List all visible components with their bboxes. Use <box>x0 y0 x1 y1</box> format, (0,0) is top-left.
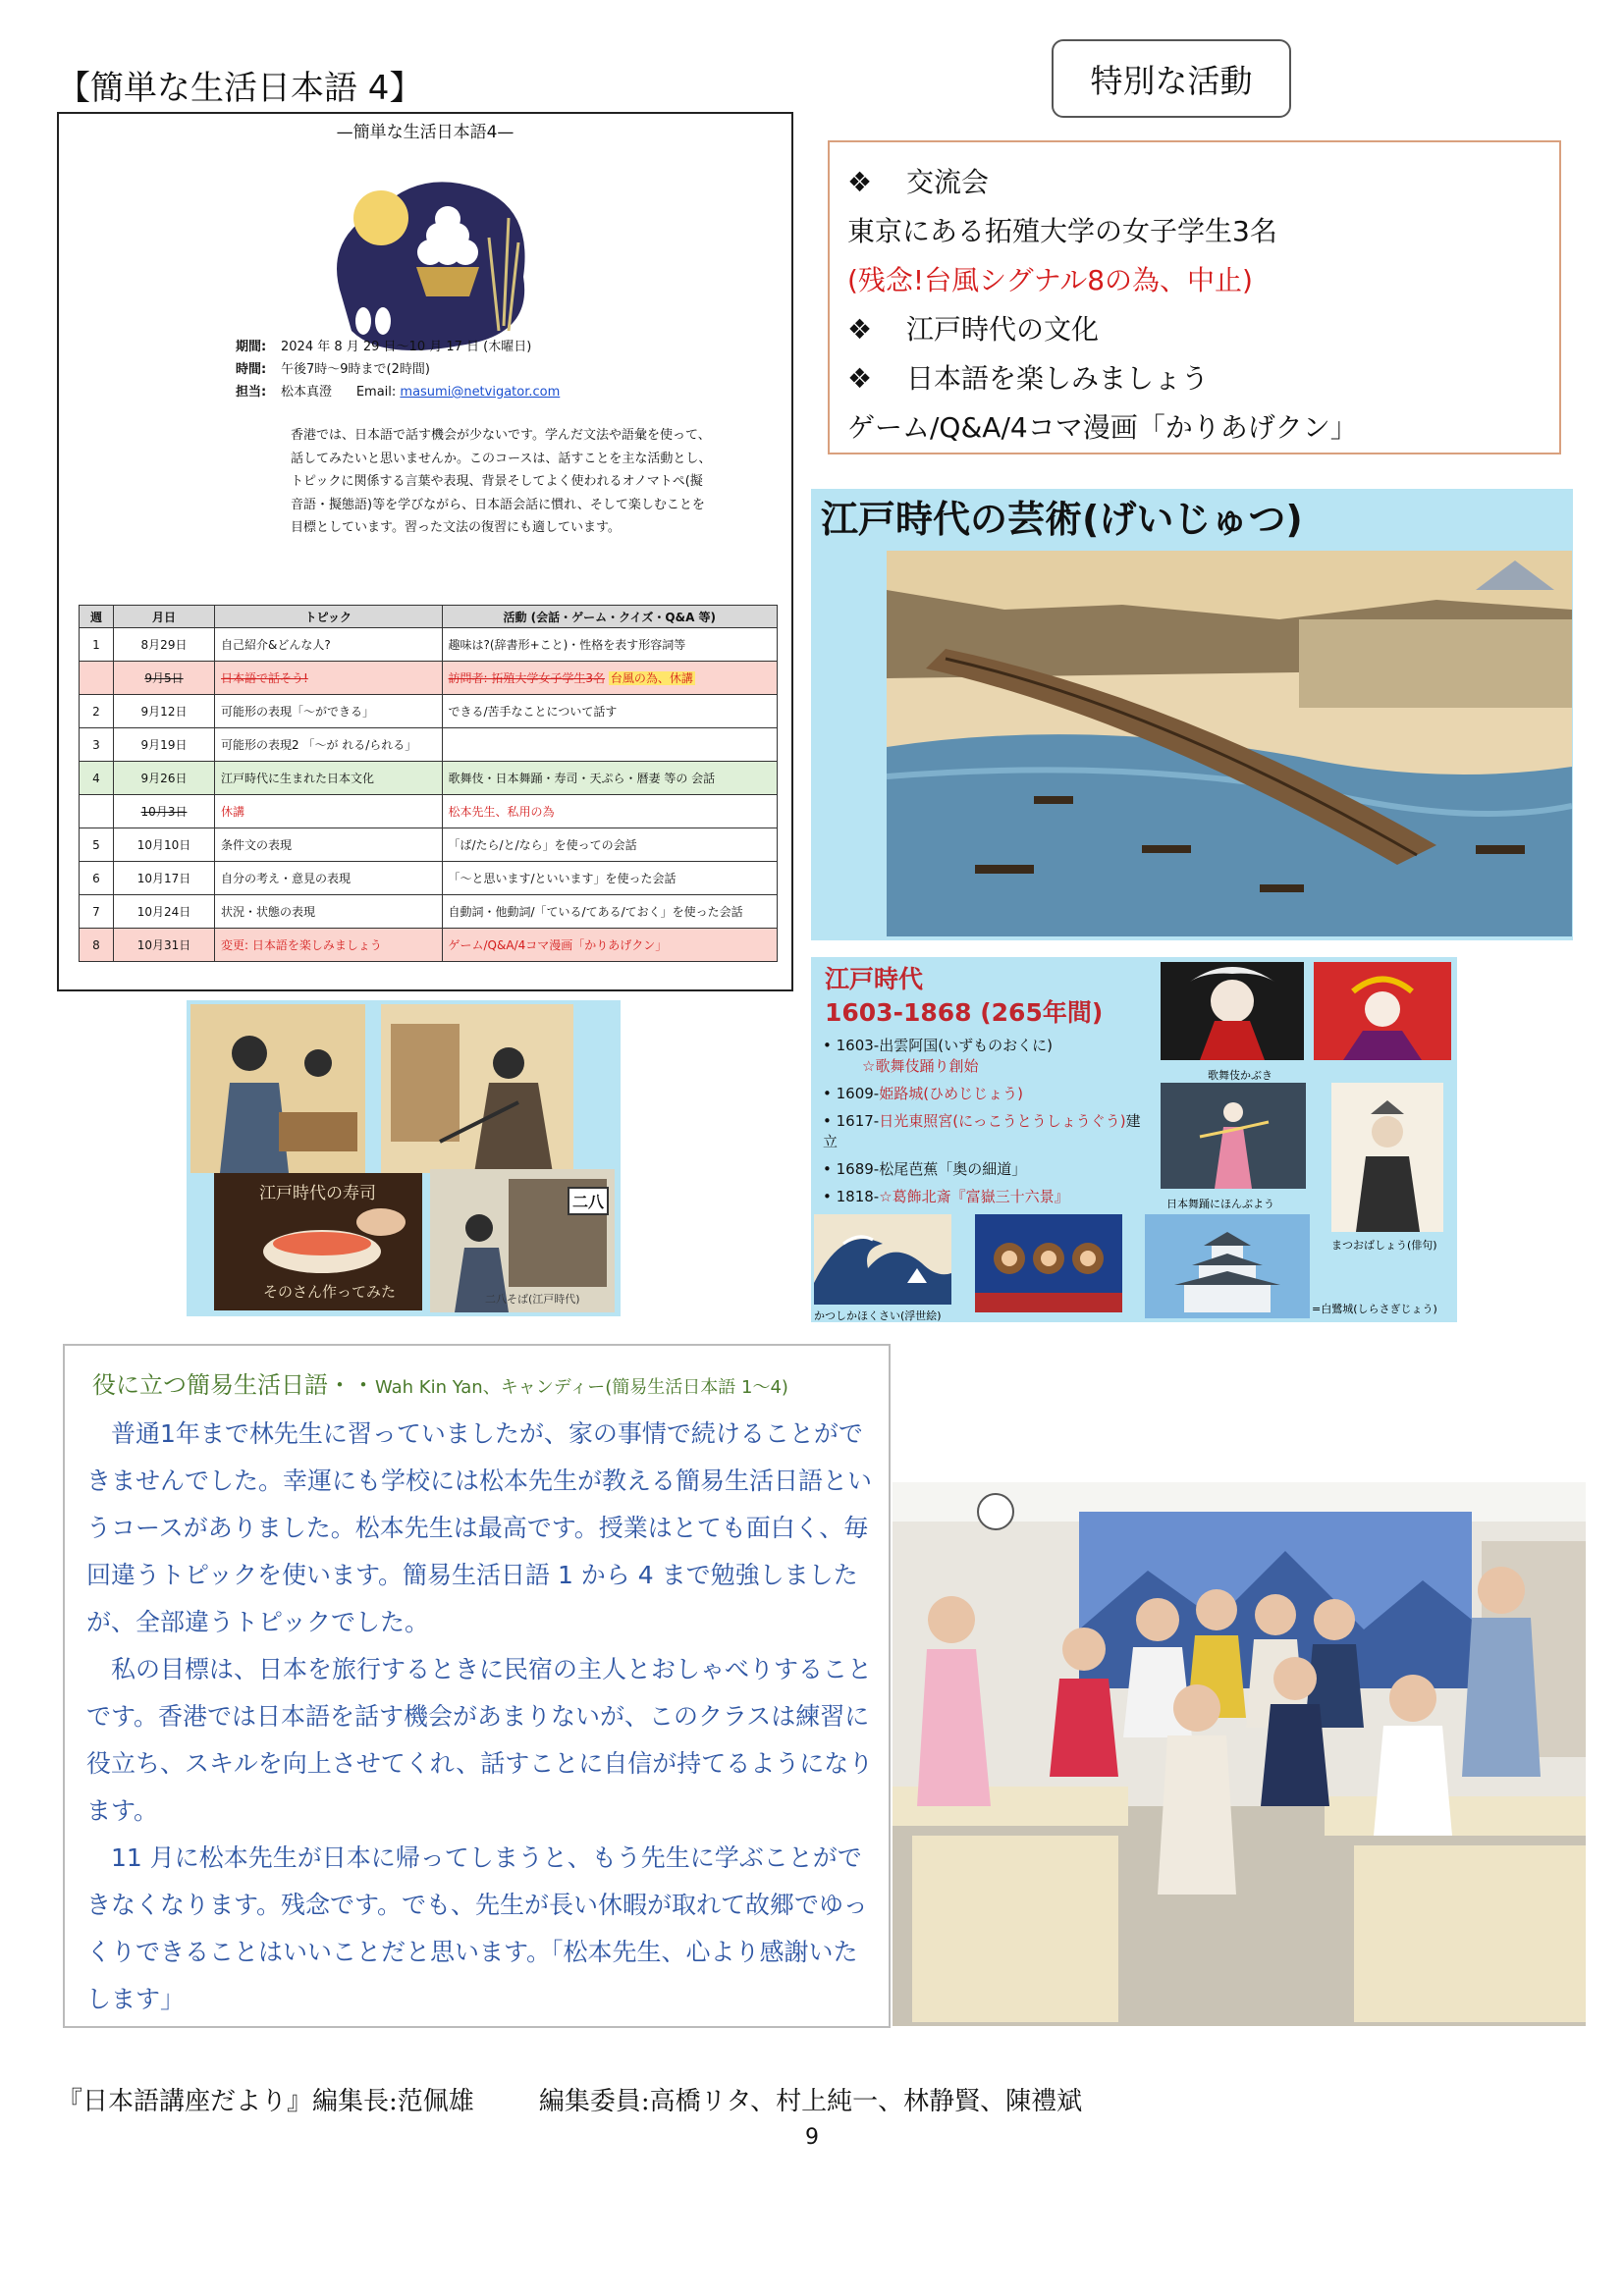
activity-cancel-note: (残念!台風シグナル8の為、中止) <box>847 264 1253 296</box>
kabuki-caption: 歌舞伎かぶき <box>1208 1069 1272 1082</box>
date-cell: 10月31日 <box>114 929 215 962</box>
flyer-course-info <box>236 336 560 403</box>
era-name: 江戸時代 <box>825 965 924 993</box>
activity-cell: 趣味は?(辞書形+こと)・性格を表す形容詞等 <box>442 628 777 662</box>
table-row <box>80 762 778 795</box>
table-row <box>80 795 778 828</box>
activity-detail: 東京にある拓殖大学の女子学生3名 <box>847 215 1277 247</box>
timeline-year: 1617- <box>836 1112 880 1130</box>
activity-cell: 歌舞伎・日本舞踊・寿司・天ぷら・暦妻 等の 会話 <box>442 762 777 795</box>
tsukimi-moon-illustration <box>322 149 543 363</box>
topic-cell: 可能形の表現2 「〜が れる/られる」 <box>215 728 443 762</box>
week-cell: 4 <box>80 762 114 795</box>
activity-item <box>847 305 1542 354</box>
timeline-text: 姫路城(ひめじじょう) <box>879 1085 1023 1102</box>
timeline-sub: 建立 <box>823 1112 1141 1150</box>
activity-cell <box>442 728 777 762</box>
date-cell: 10月17日 <box>114 862 215 895</box>
table-row <box>80 728 778 762</box>
newsletter-footer <box>57 2081 1082 2117</box>
flyer-description: 香港では、日本語で話す機会が少ないです。学んだ文法や語彙を使って、話してみたいと思いませんか。このコースは、話すことを主な活動とし、トピックに関係する言葉や表現、背景そしてよく使われるオノマトペ(擬音語・擬態語)等を学びながら、日本語会話に慣れ、そして楽しむことを目標としています。習った文法の復習にも適しています。 <box>291 428 712 535</box>
week-cell: 5 <box>80 828 114 862</box>
sushi-video-still <box>214 1173 422 1310</box>
teacher-name: 松本真澄 <box>281 385 333 400</box>
date-cell: 10月24日 <box>114 895 215 929</box>
col-activity: 活動 (会話・ゲーム・クイズ・Q&A 等) <box>442 606 777 628</box>
timeline-year: 1818- <box>836 1188 880 1205</box>
table-row <box>80 862 778 895</box>
period-label: 期間: <box>236 340 267 354</box>
activity-text: 訪問者: 拓殖大学女子学生3名 <box>448 671 606 685</box>
sushi-video-caption: 江戸時代の寿司 <box>259 1184 376 1203</box>
col-topic: トピック <box>215 606 443 628</box>
hokusai-caption: かつしかほくさい(浮世絵) <box>814 1309 942 1322</box>
time-value: 午後7時〜9時まで(2時間) <box>281 362 430 377</box>
activity-item <box>847 354 1542 403</box>
activity-label: 日本語を楽しみましょう <box>906 362 1210 395</box>
diamond-bullet-icon: ❖ <box>847 362 873 395</box>
timeline-year: 1603- <box>836 1037 880 1054</box>
date-cell: 9月19日 <box>114 728 215 762</box>
week-cell: 6 <box>80 862 114 895</box>
page-number: 9 <box>805 2125 819 2150</box>
ukiyoe-bridge-print <box>887 551 1572 936</box>
edo-art-panel <box>811 489 1573 940</box>
testimonial-title: 役に立つ簡易生活日語・・ <box>92 1371 375 1399</box>
week-cell <box>80 795 114 828</box>
basho-caption: まつおばしょう(俳句) <box>1331 1239 1437 1252</box>
date-cell: 10月10日 <box>114 828 215 862</box>
timeline-sub: ☆歌舞伎踊り創始 <box>862 1057 979 1075</box>
testimonial-paragraph: 11 月に松本先生が日本に帰ってしまうと、もう先生に学ぶことができなくなります。残念です。でも、先生が長い休暇が取れて故郷でゆっくりできることはいいことだと思います。「松本先生、心より感謝いたします」 <box>86 1843 868 2013</box>
timeline-text: 日光東照宮(にっこうとうしょうぐう) <box>879 1112 1126 1130</box>
list-item: • 1617-日光東照宮(にっこうとうしょうぐう)建立 <box>823 1112 1141 1150</box>
email-link[interactable]: masumi@netvigator.com <box>400 385 561 400</box>
period-value: 2024 年 8 月 29 日〜10 月 17 日 (木曜日) <box>281 340 532 354</box>
topic-cell: 自分の考え・意見の表現 <box>215 862 443 895</box>
topic-cell: 江戸時代に生まれた日本文化 <box>215 762 443 795</box>
diamond-bullet-icon: ❖ <box>847 166 873 198</box>
topic-cell: 条件文の表現 <box>215 828 443 862</box>
date-cell: 9月12日 <box>114 695 215 728</box>
kabuki-image <box>1161 962 1304 1060</box>
activity-cell <box>442 662 777 695</box>
testimonial-heading <box>92 1365 788 1400</box>
street-vendor-print-image <box>381 1004 573 1173</box>
edo-timeline-list <box>823 1036 1152 1214</box>
himeji-castle-image <box>1145 1214 1310 1318</box>
activity-cell: ゲーム/Q&A/4コマ漫画「かりあげクン」 <box>442 929 777 962</box>
edo-timeline-panel <box>811 957 1457 1322</box>
topic-cell: 可能形の表現「〜ができる」 <box>215 695 443 728</box>
table-row <box>80 929 778 962</box>
soba-caption: 二八そば(江戸時代) <box>485 1293 580 1306</box>
timeline-year: 1609- <box>836 1085 880 1102</box>
week-cell: 3 <box>80 728 114 762</box>
course-flyer <box>57 112 793 991</box>
edo-art-title: 江戸時代の芸術(げいじゅつ) <box>821 498 1303 541</box>
email-label: Email: <box>355 385 397 400</box>
special-activities-box <box>828 140 1561 454</box>
table-row <box>80 828 778 862</box>
timeline-text: 出雲阿国(いずものおくに) <box>879 1037 1053 1054</box>
topic-cell: 日本語で話そう! <box>215 662 443 695</box>
buyo-dance-image <box>1161 1083 1306 1189</box>
activity-item <box>847 158 1542 207</box>
testimonial-box <box>63 1344 891 2028</box>
testimonial-body <box>86 1411 877 2023</box>
cancel-note: 台風の為、休講 <box>610 671 693 685</box>
activity-detail: ゲーム/Q&A/4コマ漫画「かりあげクン」 <box>847 411 1358 444</box>
timeline-year: 1689- <box>836 1160 880 1178</box>
kabuki-actor-image <box>1314 962 1451 1060</box>
activity-cell: できる/苦手なことについて話す <box>442 695 777 728</box>
list-item: • 1818-☆葛飾北斎『富嶽三十六景』 <box>823 1188 1069 1205</box>
nikko-monkeys-image <box>975 1214 1122 1312</box>
col-date: 月日 <box>114 606 215 628</box>
editor-credit: 『日本語講座だより』編集長:范佩雄 <box>57 2087 474 2116</box>
activity-label: 江戸時代の文化 <box>906 313 1100 346</box>
topic-cell: 自己紹介&どんな人? <box>215 628 443 662</box>
testimonial-author: Wah Kin Yan、キャンディー(簡易生活日本語 1〜4) <box>375 1377 788 1398</box>
week-cell: 7 <box>80 895 114 929</box>
activity-cell: 自動詞・他動詞/「ている/てある/ておく」を使った会話 <box>442 895 777 929</box>
edo-food-collage <box>187 1000 621 1316</box>
sushi-print-image <box>190 1004 365 1173</box>
topic-cell: 休講 <box>215 795 443 828</box>
activity-cell: 「〜と思います/といいます」を使った会話 <box>442 862 777 895</box>
teacher-label: 担当: <box>236 385 267 400</box>
class-group-photo <box>893 1482 1586 2026</box>
col-week: 週 <box>80 606 114 628</box>
basho-portrait-image <box>1331 1083 1443 1232</box>
activity-label: 交流会 <box>906 166 990 198</box>
table-row <box>80 895 778 929</box>
date-cell: 10月3日 <box>114 795 215 828</box>
date-cell: 9月5日 <box>114 662 215 695</box>
section-heading: 【簡単な生活日本語 4】 <box>57 69 423 108</box>
era-range: 1603-1868 (265年間) <box>825 998 1104 1027</box>
buyo-caption: 日本舞踊にほんぶよう <box>1166 1198 1274 1210</box>
great-wave-image <box>814 1214 951 1305</box>
list-item: • 1609-姫路城(ひめじじょう) <box>823 1085 1023 1102</box>
date-cell: 8月29日 <box>114 628 215 662</box>
diamond-bullet-icon: ❖ <box>847 313 873 346</box>
castle-caption: =白鷺城(しらさぎじょう) <box>1312 1303 1437 1315</box>
edo-timeline-title <box>825 963 1103 1030</box>
activity-cell: 松本先生、私用の為 <box>442 795 777 828</box>
testimonial-paragraph: 私の目標は、日本を旅行するときに民宿の主人とおしゃべりすることです。香港では日本語を話す機会があまりないが、このクラスは練習に役立ち、スキルを向上させてくれ、話すことに自信が持てるようになります。 <box>86 1655 874 1825</box>
testimonial-paragraph: 普通1年まで林先生に習っていましたが、家の事情で続けることができませんでした。幸運にも学校には松本先生が教える簡易生活日語というコースがありました。松本先生は最高です。授業はとても面白く、毎回違うトピックを使います。簡易生活日語 1 から 4 まで勉強しましたが、全部違うトピックでした。 <box>86 1419 873 1636</box>
activity-cell: 「ば/たら/と/なら」を使っての会話 <box>442 828 777 862</box>
sushi-video-subtitle: そのさん作ってみた <box>263 1283 397 1301</box>
schedule-table <box>79 605 778 962</box>
week-cell: 1 <box>80 628 114 662</box>
week-cell: 8 <box>80 929 114 962</box>
timeline-text: 松尾芭蕉「奥の細道」 <box>879 1160 1027 1178</box>
soba-shop-print <box>430 1169 615 1312</box>
table-row <box>80 695 778 728</box>
list-item: • 1603-出雲阿国(いずものおくに) ☆歌舞伎踊り創始 <box>823 1036 1152 1077</box>
topic-cell: 変更: 日本語を楽しみましょう <box>215 929 443 962</box>
topic-cell: 状況・状態の表現 <box>215 895 443 929</box>
committee-credit: 編集委員:高橋リタ、村上純一、林静賢、陳禮斌 <box>538 2087 1083 2116</box>
schedule-header-row <box>80 606 778 628</box>
date-cell: 9月26日 <box>114 762 215 795</box>
shop-sign: 二八 <box>568 1187 609 1215</box>
list-item: • 1689-松尾芭蕉「奥の細道」 <box>823 1160 1027 1178</box>
week-cell <box>80 662 114 695</box>
special-activities-title: 特別な活動 <box>1052 39 1291 118</box>
time-label: 時間: <box>236 362 267 377</box>
timeline-text: ☆葛飾北斎『富嶽三十六景』 <box>879 1188 1069 1205</box>
week-cell: 2 <box>80 695 114 728</box>
table-row <box>80 628 778 662</box>
flyer-title: —簡単な生活日本語4— <box>336 123 514 142</box>
table-row <box>80 662 778 695</box>
